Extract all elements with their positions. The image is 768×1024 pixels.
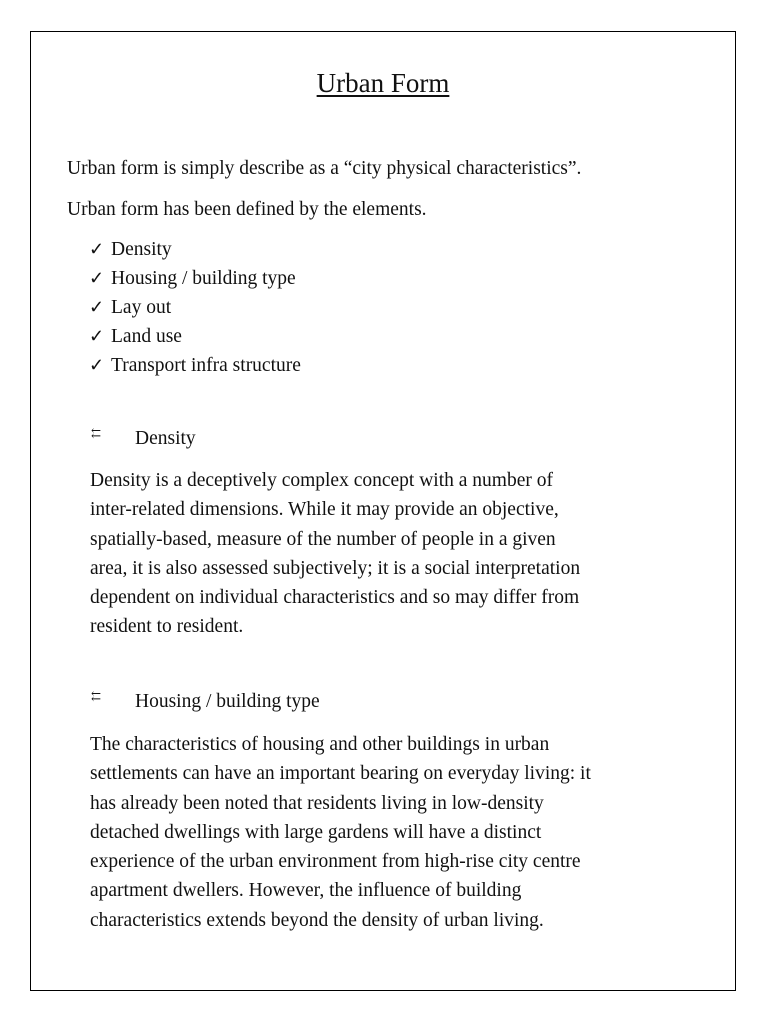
checkmark-icon: ✓ [89,326,105,346]
paragraph-line: characteristics extends beyond the density of urban living. [90,909,544,931]
paragraph-line: experience of the urban environment from high-rise city centre [90,851,581,873]
paragraph-line: apartment dwellers. However, the influence of building [90,880,522,902]
list-item [89,235,301,264]
arrow-bullet-icon: ⇇ [91,688,102,703]
density-paragraph [90,466,690,642]
section-heading-label: Housing / building type [135,691,320,712]
list-item [89,351,301,380]
paragraph-line: detached dwellings with large gardens will have a distinct [90,821,542,843]
intro-elements-lead: Urban form has been defined by the elements. [67,199,427,220]
list-item-label: Land use [111,326,182,347]
paragraph-line: dependent on individual characteristics and so may differ from [90,587,580,609]
checkmark-icon: ✓ [89,239,105,259]
list-item-label: Transport infra structure [111,355,301,376]
paragraph-line: inter-related dimensions. While it may provide an objective, [90,499,559,521]
paragraph-line: spatially-based, measure of the number of people in a given [90,528,556,550]
paragraph-line: resident to resident. [90,616,244,638]
paragraph-line: The characteristics of housing and other buildings in urban [90,734,550,755]
elements-checklist [89,235,301,380]
housing-paragraph [90,730,690,935]
paragraph-line: has already been noted that residents living in low-density [90,792,544,814]
paragraph-line: settlements can have an important bearing on everyday living: it [90,763,591,785]
paragraph-line: Density is a deceptively complex concept with a number of [90,470,553,491]
list-item [89,322,301,351]
arrow-bullet-icon: ⇇ [91,425,102,440]
checkmark-icon: ✓ [89,268,105,288]
document-page [30,31,736,991]
list-item-label: Density [111,239,172,260]
section-heading-density [91,425,196,450]
list-item-label: Housing / building type [111,268,296,289]
intro-definition: Urban form is simply describe as a “city physical characteristics”. [67,158,582,179]
paragraph-line: area, it is also assessed subjectively; it is a social interpretation [90,557,581,579]
list-item-label: Lay out [111,297,172,318]
section-heading-label: Density [135,428,196,449]
checkmark-icon: ✓ [89,297,105,317]
section-heading-housing [91,688,320,713]
list-item [89,293,301,322]
checkmark-icon: ✓ [89,355,105,375]
list-item [89,264,301,293]
page-title: Urban Form [316,68,450,98]
